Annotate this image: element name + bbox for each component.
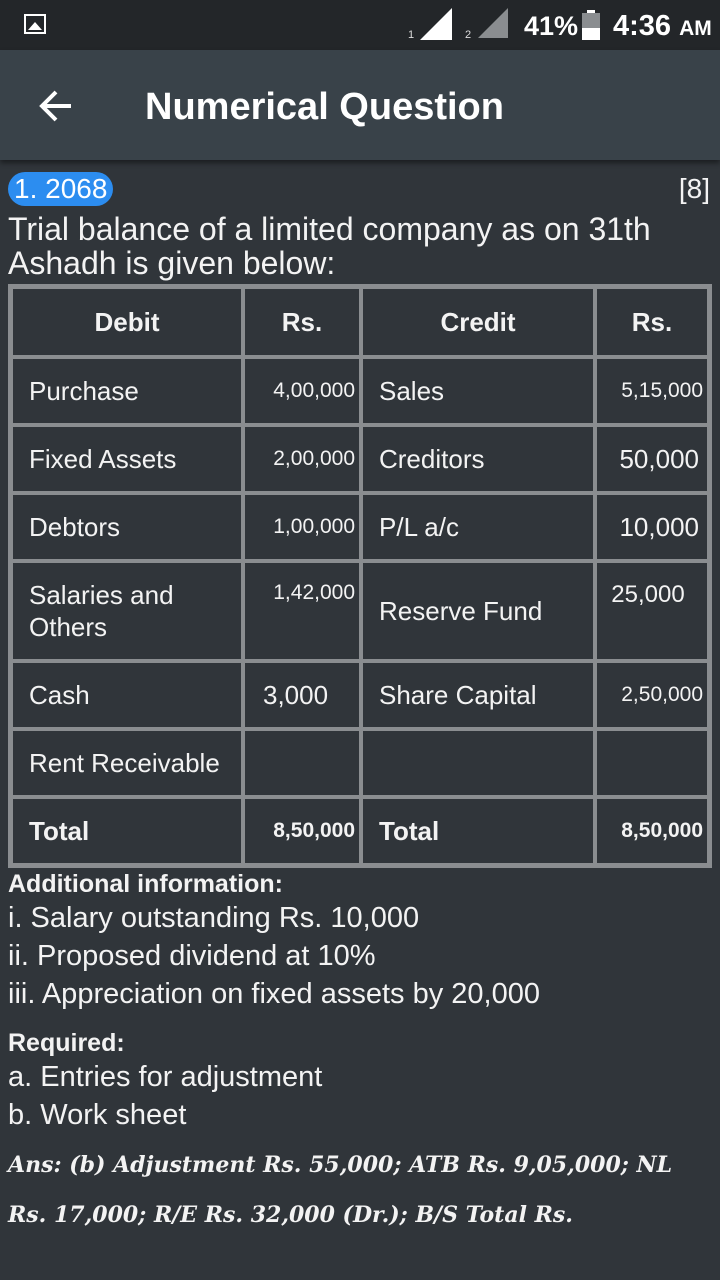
sim1-label: 1 — [408, 29, 415, 41]
answer-text — [8, 1140, 712, 1240]
answer-line: Rs. 17,000; R/E Rs. 32,000 (Dr.); B/S Total Rs. — [8, 1202, 573, 1228]
app-bar — [0, 50, 720, 160]
table-cell: Sales — [361, 357, 595, 425]
question-text: Trial balance of a limited company as on 31th Ashadh is given below: — [8, 211, 651, 281]
required-title: Required: — [8, 1029, 125, 1057]
signal-icon — [420, 8, 452, 40]
table-cell: 25,000 — [595, 561, 709, 661]
table-cell — [361, 729, 595, 797]
table-row — [11, 493, 709, 561]
table-cell: 10,000 — [595, 493, 709, 561]
table-cell: 50,000 — [595, 425, 709, 493]
table-cell: 5,15,000 — [595, 357, 709, 425]
table-header-row — [11, 287, 709, 357]
table-cell — [595, 729, 709, 797]
table-cell: Reserve Fund — [361, 561, 595, 661]
table-cell — [243, 729, 361, 797]
battery-icon — [582, 10, 600, 40]
table-cell: Debtors — [11, 493, 243, 561]
table-cell: 2,50,000 — [595, 661, 709, 729]
table-cell: 2,00,000 — [243, 425, 361, 493]
arrow-left-icon[interactable] — [38, 88, 74, 124]
table-cell: 1,00,000 — [243, 493, 361, 561]
table-cell: 1,42,000 — [243, 561, 361, 661]
list-item: a. Entries for adjustment — [8, 1061, 323, 1093]
table-cell: 4,00,000 — [243, 357, 361, 425]
battery-percent: 41% — [524, 11, 579, 41]
table-row — [11, 357, 709, 425]
table-total-row — [11, 797, 709, 865]
table-cell: 8,50,000 — [243, 797, 361, 865]
table-cell: Cash — [11, 661, 243, 729]
status-bar — [0, 0, 720, 50]
table-cell: 3,000 — [243, 661, 361, 729]
additional-info-title: Additional information: — [8, 870, 283, 898]
question-marks: [8] — [678, 173, 710, 204]
list-item: iii. Appreciation on fixed assets by 20,000 — [8, 978, 540, 1010]
page-title: Numerical Question — [145, 86, 504, 128]
table-row — [11, 729, 709, 797]
list-item: i. Salary outstanding Rs. 10,000 — [8, 902, 420, 934]
table-cell: Total — [361, 797, 595, 865]
table-cell: 8,50,000 — [595, 797, 709, 865]
table-row — [11, 661, 709, 729]
clock: 4:36 AM — [613, 10, 712, 42]
table-cell: Share Capital — [361, 661, 595, 729]
header-rs: Rs. — [243, 287, 361, 357]
list-item: ii. Proposed dividend at 10% — [8, 940, 376, 972]
header-credit: Credit — [361, 287, 595, 357]
question-number[interactable]: 1. 2068 — [8, 172, 113, 206]
table-cell: Creditors — [361, 425, 595, 493]
question-content — [8, 170, 712, 1240]
table-cell: Total — [11, 797, 243, 865]
signal-icon — [478, 8, 508, 38]
trial-balance-table — [8, 284, 712, 868]
header-rs: Rs. — [595, 287, 709, 357]
header-debit: Debit — [11, 287, 243, 357]
table-row — [11, 425, 709, 493]
image-icon — [24, 14, 46, 34]
table-row — [11, 561, 709, 661]
table-cell: P/L a/c — [361, 493, 595, 561]
table-cell: Fixed Assets — [11, 425, 243, 493]
sim2-label: 2 — [465, 29, 472, 41]
answer-line: Ans: (b) Adjustment Rs. 55,000; ATB Rs. 9,05,000; NL — [8, 1152, 673, 1178]
table-cell: Salaries and Others — [11, 561, 243, 661]
list-item: b. Work sheet — [8, 1099, 187, 1131]
table-cell: Rent Receivable — [11, 729, 243, 797]
table-cell: Purchase — [11, 357, 243, 425]
